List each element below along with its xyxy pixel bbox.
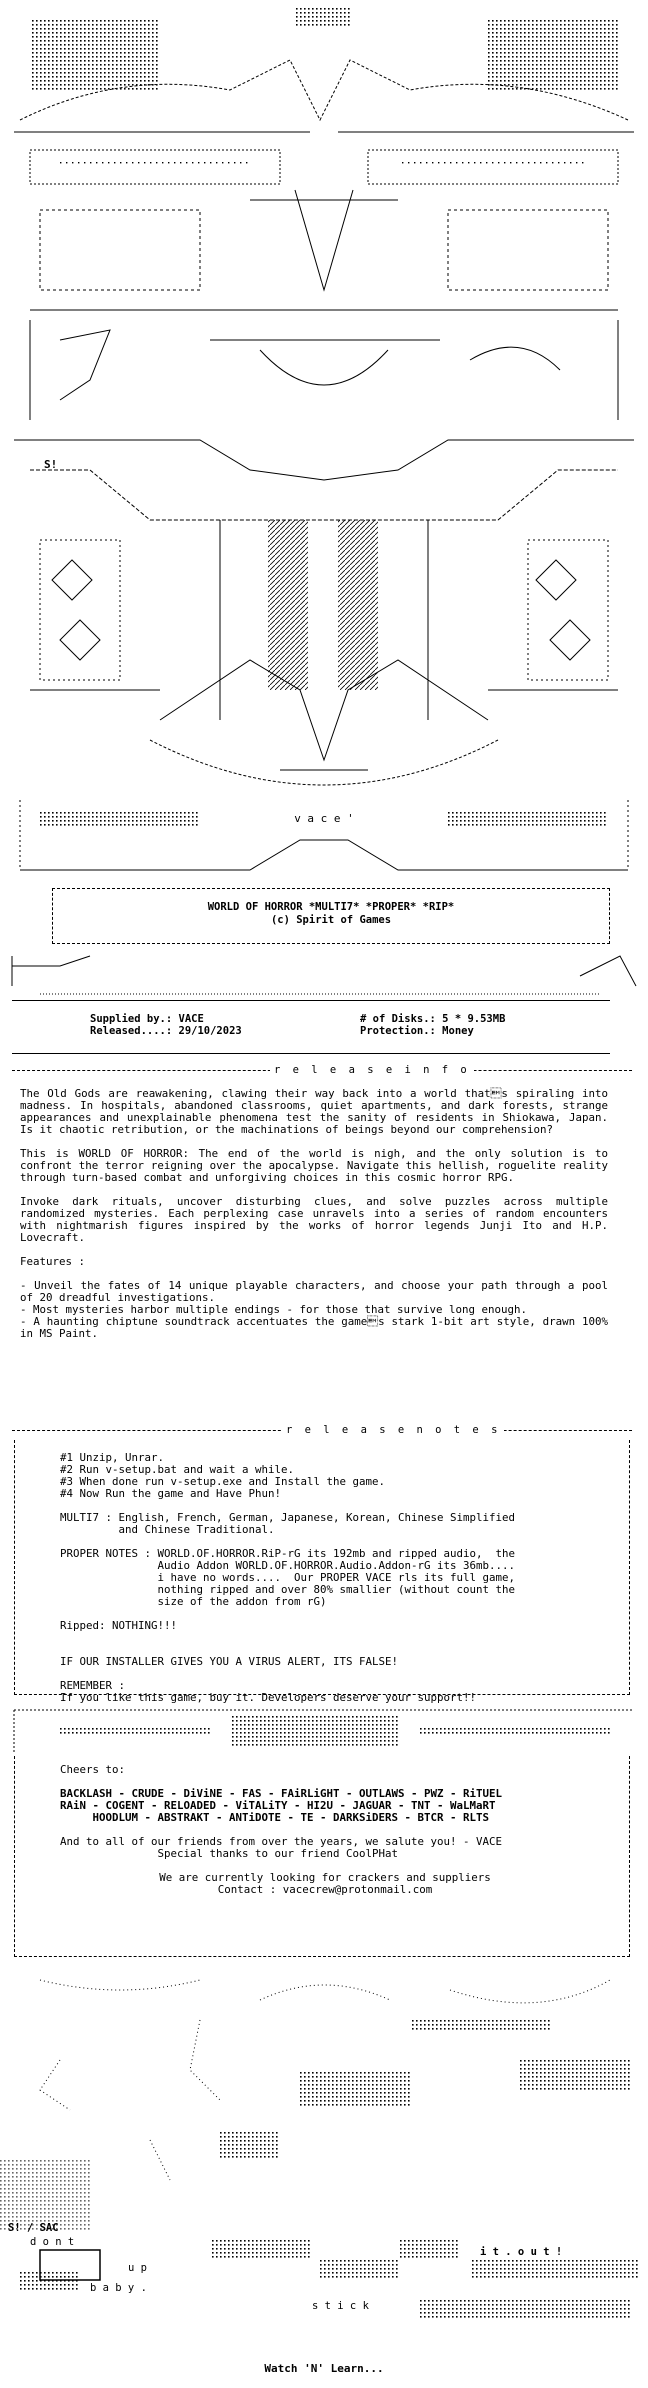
release-date: Released....: 29/10/2023 [90, 1025, 242, 1037]
ascii-art-graphic [0, 0, 648, 880]
vace-logo-art [0, 1700, 648, 1756]
title-box [52, 888, 610, 944]
release-notes-label: r e l e a s e n o t e s [282, 1424, 504, 1436]
proper-notes: PROPER NOTES : WORLD.OF.HORROR.RiP-rG its 192mb and ripped audio, the Audio Addon WORLD.OF.HORROR.Audio.Addon-rG its 36mb.... i have no words.... Our PROPER VACE rls its full game, nothing ripped and over 80% smallier (without count the size of the addon from rG) [60, 1547, 516, 1608]
slogan-baby: b a b y . [90, 2282, 147, 2294]
slogan-it-out: i t . o u t ! [480, 2246, 563, 2258]
release-notes-header [12, 1424, 636, 1436]
release-notes-body [60, 1452, 620, 1704]
virus-note: IF OUR INSTALLER GIVES YOU A VIRUS ALERT, ITS FALSE! [60, 1655, 399, 1668]
install-step: #4 Now Run the game and Have Phun! [60, 1487, 282, 1500]
header-ascii-art [0, 0, 648, 880]
title-deco [0, 946, 648, 996]
info-paragraph: The Old Gods are reawakening, clawing their way back into a world thats spiraling into madness. In hospitals, abandoned classrooms, quiet apartments, and dark forests, strange appearances and unexplainable phenomena test the sanity of residents in Shiokawa, Japan. Is it chaotic retribution, or the machinations of beings beyond our comprehension? [20, 1087, 608, 1136]
art-tagline-right: 2023 [517, 831, 539, 841]
install-step: #1 Unzip, Unrar. [60, 1451, 165, 1464]
supplied-by: Supplied by.: VACE [90, 1013, 204, 1025]
publisher-credit: (c) Spirit of Games [270, 914, 392, 926]
cheers-groups: BACKLASH - CRUDE - DiViNE - FAS - FAiRLiGHT - OUTLAWS - PWZ - RiTUEL RAiN - COGENT - RELOADED - ViTALiTY - HI2U - JAGUAR - TNT - WaLMaRT HOODLUM - ABSTRAKT - ANTiDOTE - TE - DARKSiDERS - BTCR - RLTS [60, 1787, 503, 1824]
protection-type: Protection.: Money [360, 1025, 474, 1037]
art-tagline-mid: v a c e ' [294, 812, 354, 825]
footer-text: Watch 'N' Learn... [264, 2362, 384, 2375]
supplier-info-box [12, 1000, 610, 1054]
slogan-up: u p [128, 2262, 147, 2274]
slogan-dont: d o n t [30, 2236, 75, 2248]
slogan-stick: s t i c k [312, 2300, 369, 2312]
info-paragraph: Invoke dark rituals, uncover disturbing clues, and solve puzzles across multiple randomized mysteries. Each perplexing case unravels into a series of random encounters with nightmarish figures inspired by the works of horror legends Junji Ito and H.P. Lovecraft. [20, 1195, 608, 1244]
recruiting-text: We are currently looking for crackers and suppliers [159, 1871, 491, 1884]
features-header: Features : [20, 1255, 86, 1268]
greetings-body [60, 1764, 620, 1896]
install-step: #2 Run v-setup.bat and wait a while. [60, 1463, 295, 1476]
release-title: WORLD OF HORROR *MULTI7* *PROPER* *RIP* [207, 901, 455, 913]
info-paragraph: This is WORLD OF HORROR: The end of the world is nigh, and the only solution is to confront the terror reigning over the apocalypse. Navigate this hellish, roguelite reality through turn-based combat and unforgiving choices in this cosmic horror RPG. [20, 1147, 608, 1184]
disk-count: # of Disks.: 5 * 9.53MB [360, 1013, 506, 1025]
contact-text: Contact : vacecrew@protonmail.com [217, 1883, 433, 1896]
cheers-header: Cheers to: [60, 1763, 126, 1776]
feature-item: - Most mysteries harbor multiple endings - for those that survive long enough. [20, 1303, 528, 1316]
release-info-body [20, 1088, 608, 1340]
sig-bottom-text: S! / SAC [8, 2222, 59, 2234]
salute-text: And to all of our friends from over the years, we salute you! - VACE Special thanks to our friend CoolPHat [60, 1835, 503, 1860]
ripped-note: Ripped: NOTHING!!! [60, 1619, 178, 1632]
release-info-header [12, 1064, 636, 1076]
art-tagline-left: 2003 [109, 831, 131, 841]
install-step: #3 When done run v-setup.exe and Install the game. [60, 1475, 386, 1488]
release-info-label: r e l e a s e i n f o [270, 1064, 474, 1076]
feature-item: - A haunting chiptune soundtrack accentuates the games stark 1-bit art style, drawn 100% in MS Paint. [20, 1315, 608, 1340]
sig-top-text: S! [44, 458, 58, 471]
feature-item: - Unveil the fates of 14 unique playable characters, and choose your path through a pool of 20 dreadful investigations. [20, 1279, 608, 1304]
languages: MULTI7 : English, French, German, Japanese, Korean, Chinese Simplified and Chinese Traditional. [60, 1511, 516, 1536]
remember-note: REMEMBER : If you like this game, buy it. Developers deserve your support!! [60, 1679, 477, 1704]
